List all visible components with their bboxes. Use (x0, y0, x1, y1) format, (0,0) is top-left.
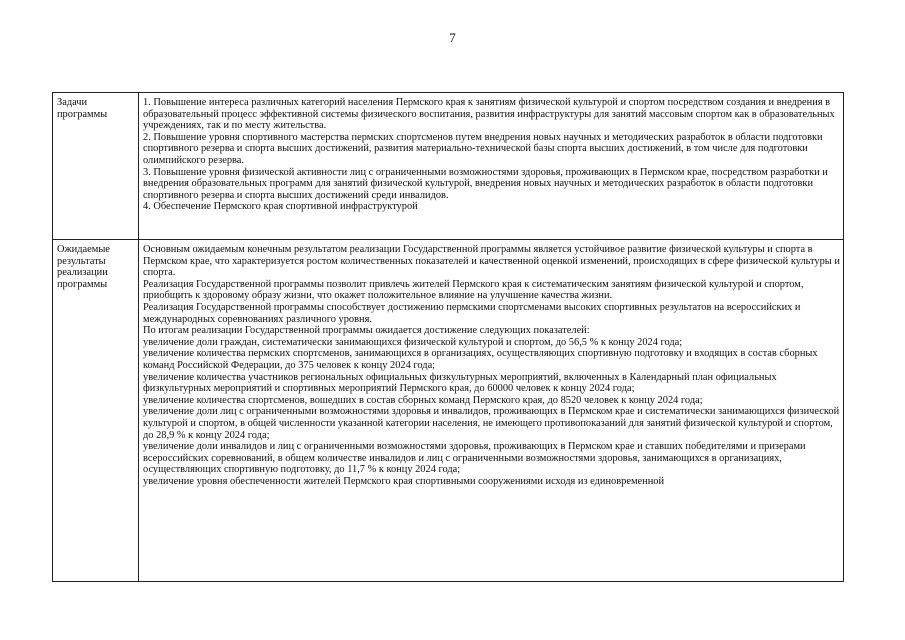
result-paragraph: По итогам реализации Государственной программы ожидается достижение следующих показателей: (143, 325, 590, 337)
indicator-item: увеличение количества пермских спортсменов, занимающихся в организациях, осуществляющих спортивную подготовку и входящих в состав сборных команд Российской Федерации, до 375 человек к концу 2024 года; (143, 348, 818, 371)
indicator-item: увеличение количества спортсменов, вошедших в состав сборных команд Пермского края, до 8520 человек к концу 2024 года; (143, 394, 703, 406)
result-paragraph: Основным ожидаемым конечным результатом реализации Государственной программы является устойчивое развитие физической культуры и спорта в Пермском крае, что характеризуется ростом количественных показателей и качественной оценкой изменений, происходящих в сфере физической культуры и спорта. (143, 244, 840, 279)
task-item: 3. Повышение уровня физической активности лиц с ограниченными возможностями здоровья, проживающих в Пермском крае, посредством разработки и внедрения образовательных программ для занятий физической культурой, внедрения новых научных и методических разработок в области подготовки спортивного резерва и спорта высших достижений среди инвалидов. (143, 166, 828, 201)
indicator-item: увеличение количества участников региональных официальных физкультурных мероприятий, включенных в Календарный план официальных физкультурных мероприятий и спортивных мероприятий Пермского края, до 60000 человек к концу 2024 года; (143, 371, 777, 395)
table-row-results (53, 240, 844, 582)
row-label: Ожидаемые результаты реализации программы (57, 244, 110, 290)
indicator-item: увеличение уровня обеспеченности жителей Пермского края спортивными сооружениями исходя из единовременной (143, 475, 665, 487)
row-label-cell (53, 93, 139, 240)
indicator-item: увеличение доли лиц с ограниченными возможностями здоровья и инвалидов, проживающих в Пермском крае и систематически занимающихся физической культурой и спортом, в общей численности указанной категории населения, не имеющего противопоказаний для занятий физической культурой и спортом, до 28,9 % к концу 2024 года; (143, 406, 840, 441)
row-label-cell (53, 240, 139, 582)
task-item: 2. Повышение уровня спортивного мастерства пермских спортсменов путем внедрения новых научных и методических разработок в области подготовки спортивного резерва и спорта высших достижений, развития материально-технической базы спорта высших достижений, в том числе для подготовки олимпийского резерва. (143, 131, 823, 166)
result-paragraph: Реализация Государственной программы позволит привлечь жителей Пермского края к систематическим занятиям физической культурой и спортом, приобщить к здоровому образу жизни, что окажет положительное влияние на улучшение качества жизни. (143, 278, 804, 302)
row-label: Задачи программы (57, 97, 108, 120)
table-row-tasks (53, 93, 844, 240)
task-item: 1. Повышение интереса различных категорий населения Пермского края к занятиям физической культурой и спортом посредством создания и внедрения в образовательный процесс эффективной системы физического воспитания, развития инфраструктуры для занятий массовым спортом как в образовательных учреждениях, так и по месту жительства. (143, 97, 835, 132)
row-content-cell (139, 240, 844, 582)
result-paragraph: Реализация Государственной программы способствует достижению пермскими спортсменами высоких спортивных результатов на всероссийских и международных соревнованиях различного уровня. (143, 301, 801, 325)
indicator-item: увеличение доли инвалидов и лиц с ограниченными возможностями здоровья, проживающих в Пермском крае и ставших победителями и призерами всероссийских соревнований, в общем количестве инвалидов и лиц с ограниченными возможностями здоровья, занимающихся в организациях, осуществляющих спортивную подготовку, до 11,7 % к концу 2024 года; (143, 441, 806, 476)
task-item: 4. Обеспечение Пермского края спортивной инфраструктурой (143, 201, 418, 213)
row-content-cell (139, 93, 844, 240)
page-number: 7 (449, 30, 456, 45)
indicator-item: увеличение доли граждан, систематически занимающихся физической культурой и спортом, до 56,5 % к концу 2024 года; (143, 336, 683, 348)
program-passport-table (52, 92, 844, 582)
